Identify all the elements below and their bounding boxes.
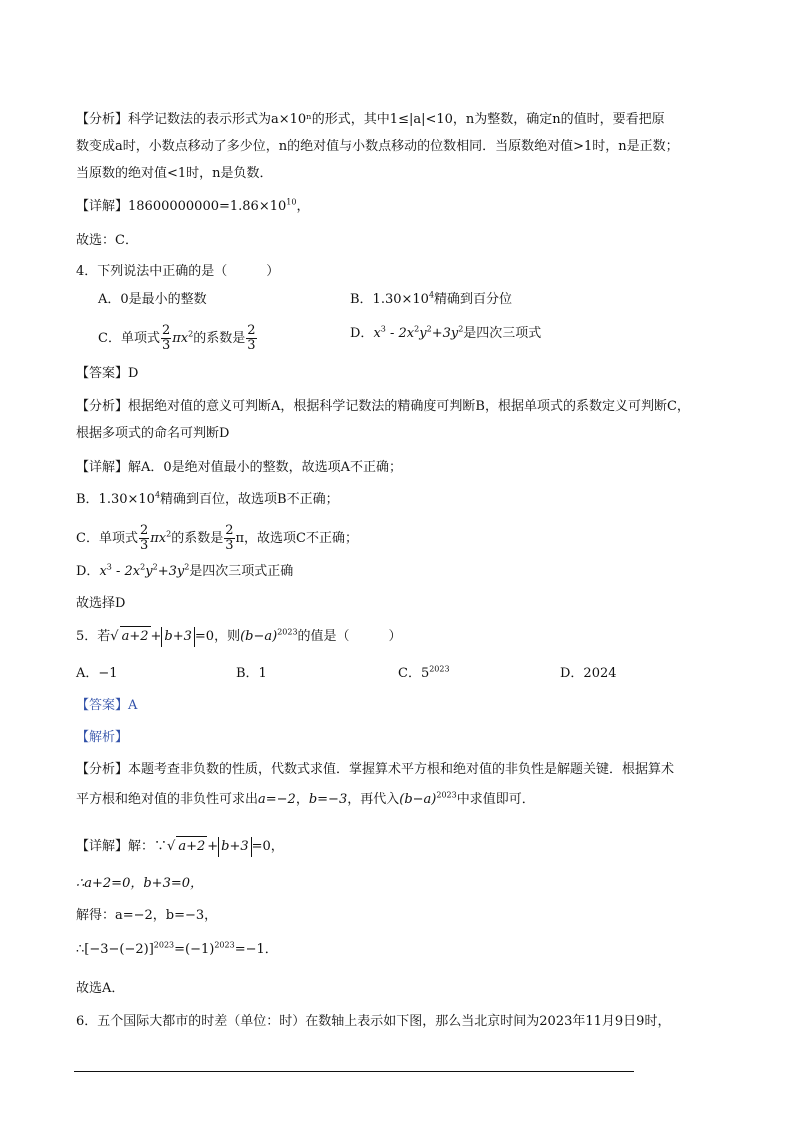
analysis-line-2: 数变成a时，小数点移动了多少位，n的绝对值与小数点移动的位数相同．当原数绝对值>1时，n是正数； (76, 139, 679, 154)
q4-options-row-1 (98, 290, 748, 310)
q4-options-row-2 (98, 324, 748, 353)
q4-analysis-2: 根据多项式的命名可判断D (76, 426, 230, 441)
q5-option-d: D．2024 (560, 666, 617, 681)
q4-option-b: B．$1.30\times 10^4$精确到百分位 (350, 290, 513, 307)
q5-detail-1: 【详解】解：∵√ a+2 + b+3 =0， (76, 836, 726, 857)
q5-option-a: A．−1 (76, 666, 118, 681)
q4-detail-1: 【详解】解A．0是绝对值最小的整数，故选项A不正确； (76, 460, 403, 475)
q4-detail-4: D．$x^3 - 2x^2y^2+3y^2$是四次三项式正确 (76, 562, 294, 579)
q5-jiexi: 【解析】 (76, 730, 129, 745)
q4-option-d: D．$x^3 - 2x^2y^2+3y^2$是四次三项式 (350, 324, 542, 341)
q4-final: 故选择D (76, 596, 126, 611)
q4-analysis-1: 【分析】根据绝对值的意义可判断A，根据科学记数法的精确度可判断B，根据单项式的系数定义可判断C， (76, 399, 690, 414)
analysis-line-1: 【分析】科学记数法的表示形式为a×10ⁿ的形式，其中1≤|a|<10，n为整数，确定n的值时，要看把原 (76, 112, 665, 127)
footer-rule (74, 1071, 634, 1072)
detail-line: 【详解】$18600000000=1.86\times 10^{10}$， (76, 197, 310, 214)
q5-analysis-1: 【分析】本题考查非负数的性质，代数式求值．掌握算术平方根和绝对值的非负性是解题关键．根据算术 (76, 762, 675, 777)
q5-answer: 【答案】A (76, 698, 138, 713)
q5-stem: 5．若√ a+2 + b+3 =0，则$(b-a)^{2023}$的值是（ ） (76, 626, 726, 647)
q5-detail-4: $\therefore[-3-(-2)]^{2023}=(-1)^{2023}=-1$． (76, 940, 278, 957)
q4-detail-2: B．$1.30\times 10^4$精确到百位，故选项B不正确； (76, 490, 339, 507)
q4-option-c: C．单项式 $\frac{2}{3}$ $\pi x^2$的系数是 $\frac{2}{3}$ (98, 323, 256, 353)
q4-stem: 4．下列说法中正确的是（ ） (76, 264, 280, 279)
q4-answer: 【答案】D (76, 366, 139, 381)
q4-option-a: A．0是最小的整数 (98, 292, 207, 307)
q5-option-c: C．$5^{2023}$ (398, 664, 450, 681)
analysis-line-3: 当原数的绝对值<1时，n是负数． (76, 166, 273, 181)
q5-option-b: B．1 (236, 666, 267, 681)
q5-final: 故选A． (76, 981, 125, 996)
q6-stem: 6．五个国际大都市的时差（单位：时）在数轴上表示如下图，那么当北京时间为2023年11月9日9时， (76, 1014, 671, 1029)
q4-detail-3: C．单项式 $\frac{2}{3}$ $\pi x^2$的系数是 $\frac{2}{3}$ π，故选项C不正确； (76, 523, 359, 553)
q5-detail-2: ∴a+2=0，b+3=0， (76, 876, 203, 891)
q5-analysis-2: 平方根和绝对值的非负性可求出a=−2，b=−3，再代入$(b-a)^{2023}$中求值即可． (76, 790, 535, 807)
choice-line: 故选：C． (76, 233, 138, 248)
q5-detail-3: 解得：a=−2，b=−3， (76, 908, 218, 923)
